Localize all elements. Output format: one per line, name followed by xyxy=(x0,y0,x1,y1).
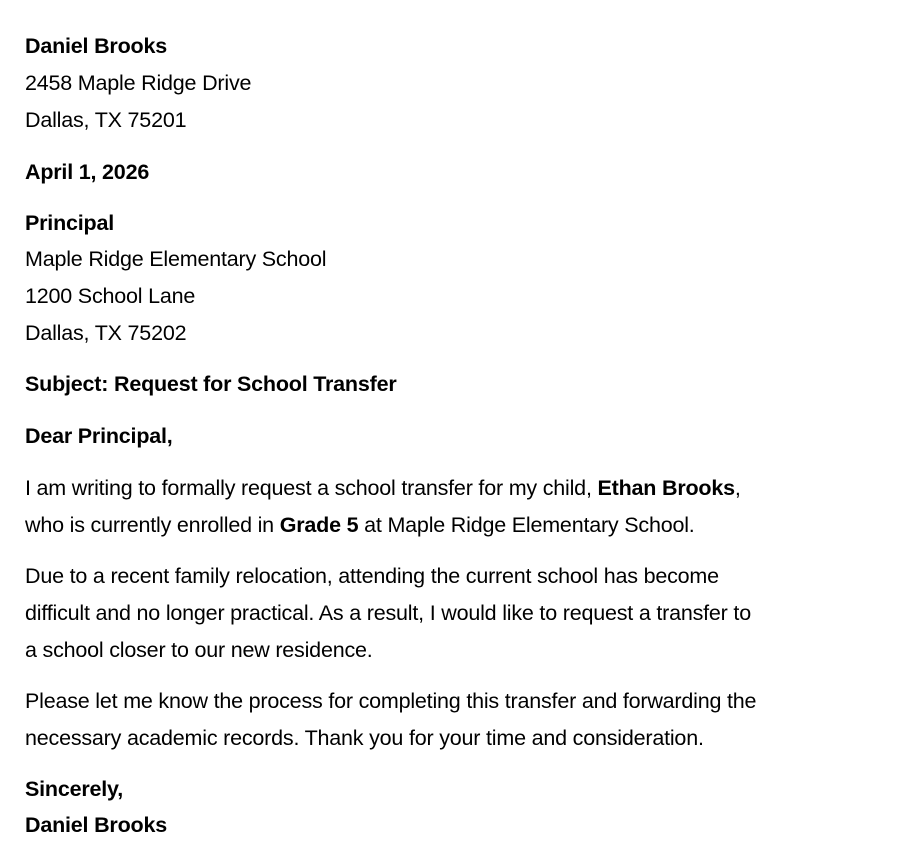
subject-line: Subject: Request for School Transfer xyxy=(25,372,397,396)
p2-line3: a school closer to our new residence. xyxy=(25,638,373,662)
recipient-school: Maple Ridge Elementary School xyxy=(25,247,327,271)
p1-text: , xyxy=(734,476,741,500)
p3-line2: necessary academic records. Thank you for your time and consideration. xyxy=(25,726,704,750)
child-name: Ethan Brooks xyxy=(597,476,735,500)
p2-line2: difficult and no longer practical. As a result, I would like to request a transfer to xyxy=(25,601,751,625)
closing: Sincerely, xyxy=(25,777,123,801)
p3-line1: Please let me know the process for completing this transfer and forwarding the xyxy=(25,689,757,713)
recipient-address-line2: Dallas, TX 75202 xyxy=(25,321,187,345)
p1-text: who is currently enrolled in xyxy=(25,513,280,537)
p1-text: at Maple Ridge Elementary School. xyxy=(358,513,695,537)
p1-text: I am writing to formally request a school transfer for my child, xyxy=(25,476,598,500)
sender-name: Daniel Brooks xyxy=(25,34,167,58)
letter-date: April 1, 2026 xyxy=(25,160,150,184)
recipient-title: Principal xyxy=(25,211,115,235)
p2-line1: Due to a recent family relocation, attending the current school has become xyxy=(25,564,719,588)
sender-address-line2: Dallas, TX 75201 xyxy=(25,108,187,132)
grade: Grade 5 xyxy=(279,513,359,537)
sender-address-line1: 2458 Maple Ridge Drive xyxy=(25,71,252,95)
signature: Daniel Brooks xyxy=(25,813,167,837)
recipient-address-line1: 1200 School Lane xyxy=(25,284,196,308)
salutation: Dear Principal, xyxy=(25,424,173,448)
